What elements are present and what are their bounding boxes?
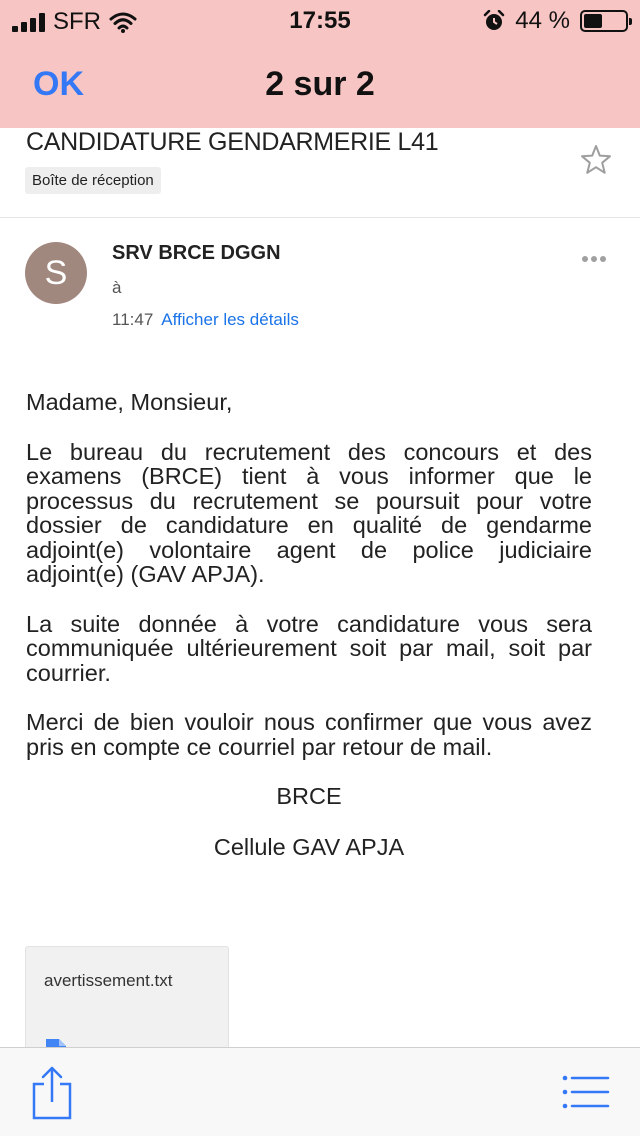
email-subject-section	[0, 128, 640, 218]
status-right	[483, 7, 628, 35]
list-icon[interactable]	[562, 1074, 610, 1110]
email-meta	[112, 310, 299, 330]
email-subject: CANDIDATURE GENDARMERIE L41	[26, 128, 439, 156]
status-time: 17:55	[289, 7, 351, 34]
email-body	[26, 390, 592, 885]
battery-percent: 44 %	[515, 7, 570, 34]
body-paragraph-3: Merci de bien vouloir nous confirmer que vous avez pris en compte ce courriel par retour de mail.	[26, 709, 592, 760]
ok-button[interactable]: OK	[33, 65, 84, 103]
battery-fill	[584, 14, 602, 28]
page-title: 2 sur 2	[265, 65, 375, 103]
star-icon[interactable]	[578, 142, 614, 178]
sender-name: SRV BRCE DGGN	[112, 242, 281, 264]
bottom-toolbar	[0, 1047, 640, 1136]
share-icon[interactable]	[30, 1066, 74, 1120]
top-bar	[0, 0, 640, 128]
alarm-icon	[483, 10, 505, 32]
show-details-link[interactable]: Afficher les détails	[161, 310, 299, 329]
signature-line-2: Cellule GAV APJA	[213, 833, 405, 860]
greeting: Madame, Monsieur,	[26, 389, 233, 415]
body-paragraph-1: Le bureau du recrutement des concours et des examens (BRCE) tient à vous informer que le processus du recrutement se poursuit pour votre dossier de candidature en qualité de gendarme adjoint(e) volontaire agent de police judiciaire adjoint(e) (GAV APJA).	[26, 438, 592, 587]
sender-section	[0, 218, 640, 338]
battery-icon	[580, 10, 628, 32]
signature-line-1: BRCE	[276, 783, 342, 809]
email-time: 11:47	[112, 310, 154, 329]
more-icon[interactable]	[582, 256, 606, 262]
carrier-label: SFR	[53, 8, 101, 35]
attachment-card[interactable]	[25, 946, 229, 1056]
body-paragraph-2: La suite donnée à votre candidature vous sera communiquée ultérieurement soit par mail, soit par courrier.	[26, 610, 592, 686]
status-bar	[0, 0, 640, 40]
inbox-label-chip[interactable]: Boîte de réception	[25, 167, 161, 194]
avatar: S	[25, 242, 87, 304]
attachment-filename: avertissement.txt	[44, 971, 173, 990]
recipient-line: à	[112, 278, 122, 297]
nav-bar	[0, 40, 640, 128]
